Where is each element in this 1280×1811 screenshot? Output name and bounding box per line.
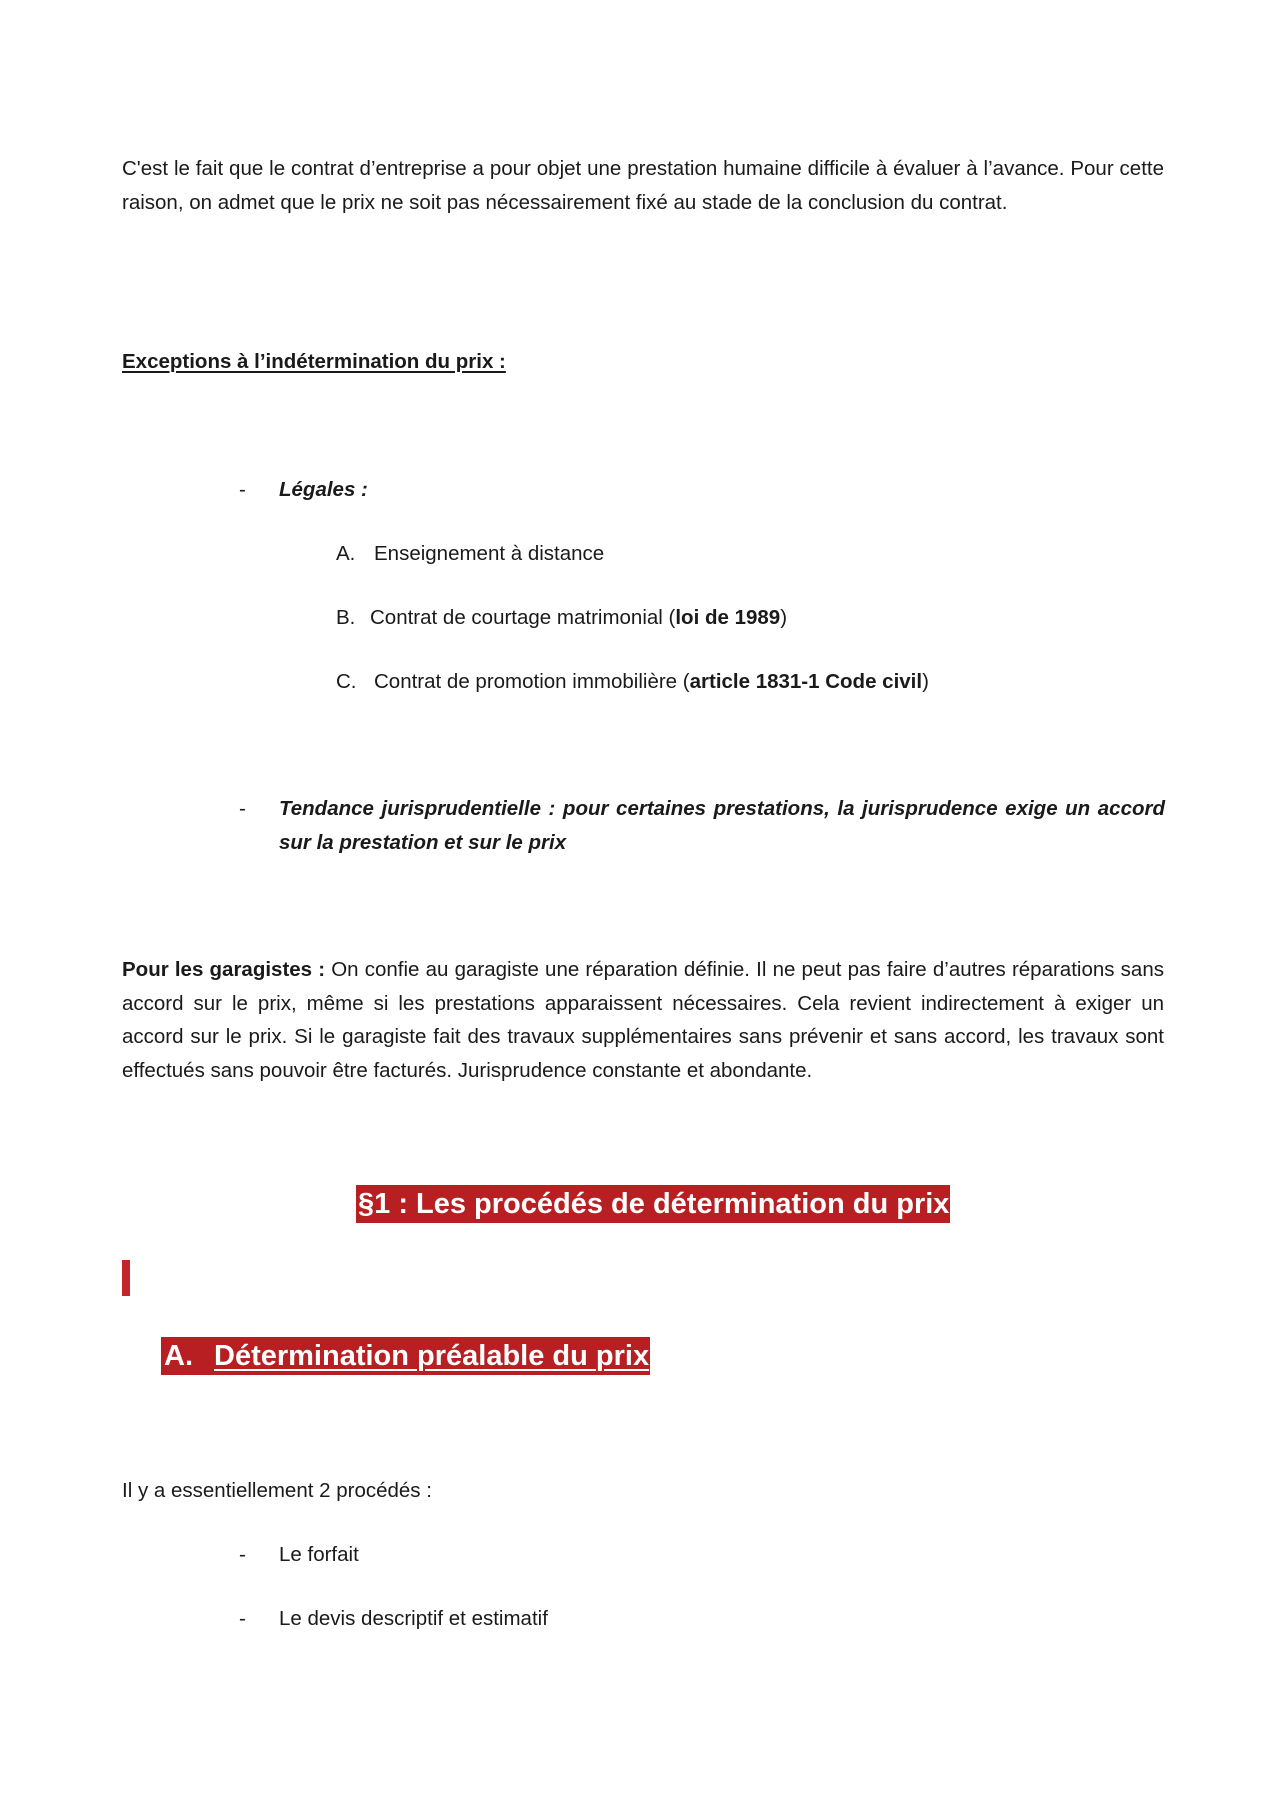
legales-item-reference: article 1831-1 Code civil <box>689 670 923 693</box>
section-title: §1 : Les procédés de détermination du prix <box>356 1185 950 1223</box>
tendance-dash: - <box>239 797 246 820</box>
legales-item-paren-close: ) <box>780 606 788 629</box>
tendance-paragraph: Tendance jurisprudentielle : pour certaines prestations, la jurisprudence exige un accord sur la prestation et sur le prix <box>279 797 1165 854</box>
subsection-title <box>161 1337 650 1375</box>
procedes-item: Le forfait <box>279 1543 359 1566</box>
legales-item-paren-close: ) <box>922 670 929 693</box>
procedes-intro: Il y a essentiellement 2 procédés : <box>122 1479 432 1502</box>
legales-item-letter: C. <box>336 670 357 693</box>
legales-item <box>374 537 604 571</box>
legales-item-paren-open: ( <box>682 670 690 693</box>
legales-item-text: Contrat de courtage matrimonial <box>370 606 669 629</box>
legales-label: Légales : <box>279 478 368 501</box>
garagistes-text: On confie au garagiste une réparation définie. Il ne peut pas faire d’autres réparations sans accord sur le prix, même si les prestations apparaissent nécessaires. Cela revient indirectement à exiger un accord sur le prix. Si le garagiste fait des travaux supplémentaires sans prévenir et sans accord, les travaux sont effectués sans pouvoir être facturés. Jurisprudence constante et abondante. <box>122 958 1164 1082</box>
legales-item <box>374 665 929 699</box>
procedes-dash: - <box>239 1543 246 1566</box>
procedes-item: Le devis descriptif et estimatif <box>279 1607 548 1630</box>
garagistes-label: Pour les garagistes : <box>122 958 326 981</box>
procedes-dash: - <box>239 1607 246 1630</box>
intro-paragraph: C'est le fait que le contrat d’entreprise a pour objet une prestation humaine difficile à évaluer à l’avance. Pour cette raison, on admet que le prix ne soit pas nécessairement fixé au stade de la conclusion du contrat. <box>122 157 1164 214</box>
legales-item-text: Contrat de promotion immobilière <box>374 670 683 693</box>
legales-item-letter: A. <box>336 542 356 565</box>
subsection-title-text: Détermination préalable du prix <box>214 1340 650 1372</box>
garagistes-paragraph <box>122 953 1164 1087</box>
legales-dash: - <box>239 478 246 501</box>
subsection-letter: A. <box>164 1340 193 1372</box>
legales-item-text: Enseignement à distance <box>374 542 605 565</box>
exceptions-heading: Exceptions à l’indétermination du prix : <box>122 350 506 373</box>
legales-item-reference: loi de 1989 <box>675 606 781 629</box>
red-margin-marker <box>122 1260 130 1296</box>
legales-item <box>370 601 787 635</box>
legales-item-letter: B. <box>336 606 356 629</box>
legales-item-paren-open: ( <box>668 606 676 629</box>
